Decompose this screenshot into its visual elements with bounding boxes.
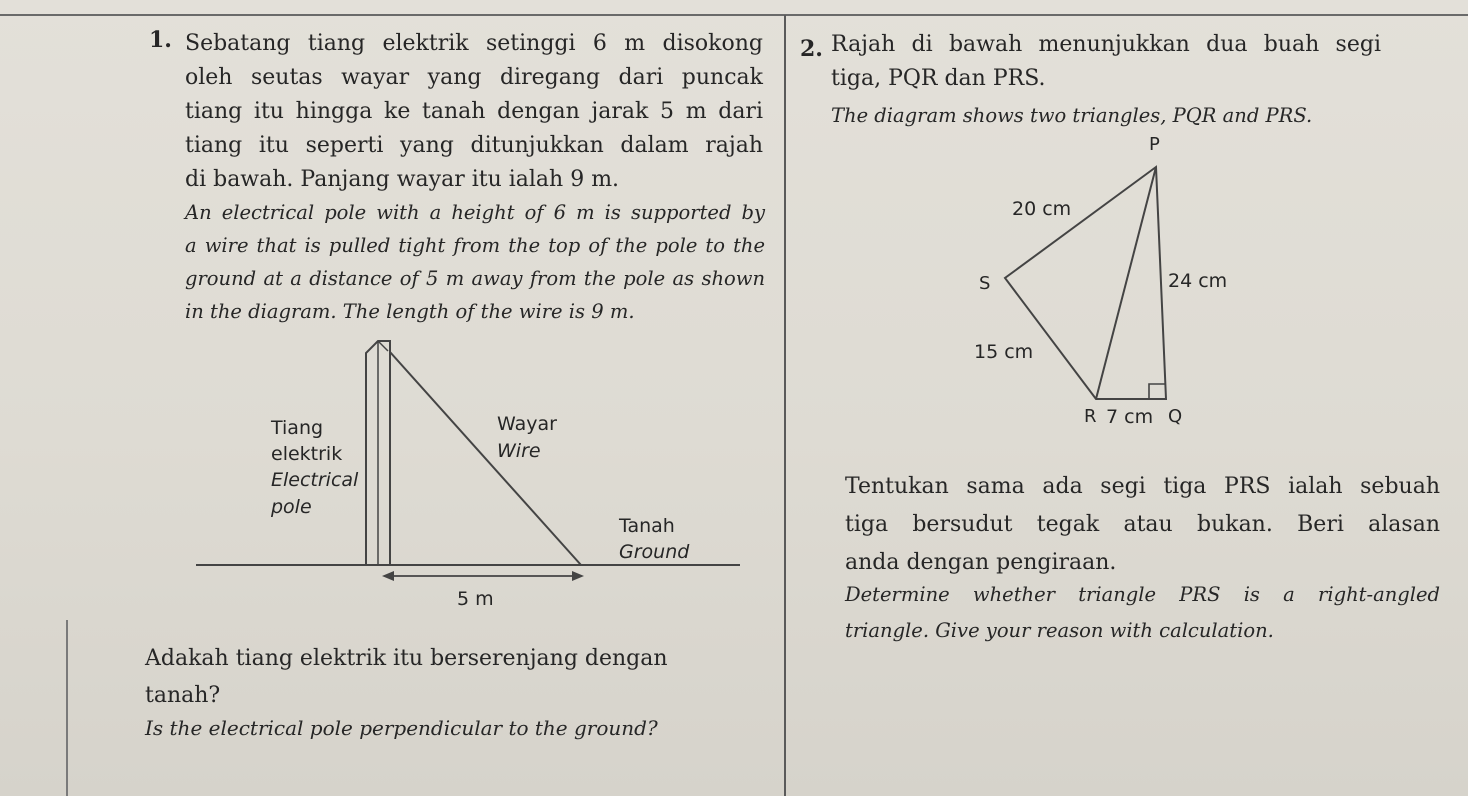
q1-english-line-1: An electrical pole with a height of 6 m is supported by — [185, 201, 765, 224]
vertex-p-label: P — [1149, 134, 1160, 155]
q1-malay-line-4: tiang itu seperti yang ditunjukkan dalam rajah — [185, 133, 763, 158]
ps-length-label: 20 cm — [1012, 198, 1072, 220]
q2-malay-line-1: Rajah di bawah menunjukkan dua buah segi — [831, 32, 1381, 57]
q2-task-malay-line-2: tiga bersudut tegak atau bukan. Beri alasan — [845, 512, 1440, 537]
pole-label-english-1: Electrical — [271, 469, 359, 491]
vertex-r-label: R — [1084, 406, 1097, 427]
q1-ask-malay-line-2: tanah? — [145, 683, 221, 708]
q2-task-english-line-1: Determine whether triangle PRS is a right-angled — [845, 583, 1440, 606]
q1-english-line-4: in the diagram. The length of the wire is 9 m. — [185, 300, 635, 323]
q1-malay-line-5: di bawah. Panjang wayar itu ialah 9 m. — [185, 167, 620, 192]
sr-length-label: 15 cm — [974, 341, 1034, 363]
question-2-task-english — [845, 577, 1440, 649]
ground-label-english: Ground — [619, 541, 690, 563]
q1-english-line-3: ground at a distance of 5 m away from the pole as shown — [185, 267, 765, 290]
q1-english-line-2: a wire that is pulled tight from the top of the pole to the — [185, 234, 765, 257]
q1-ask-malay-line-1: Adakah tiang elektrik itu berserenjang dengan — [145, 646, 668, 671]
pole-label-malay-1: Tiang — [271, 417, 324, 439]
pq-length-label: 24 cm — [1168, 270, 1228, 292]
wire-label-malay: Wayar — [497, 413, 557, 435]
ground-label-malay: Tanah — [619, 515, 675, 537]
q1-malay-line-1: Sebatang tiang elektrik setinggi 6 m disokong — [185, 31, 763, 56]
q1-malay-line-2: oleh seutas wayar yang diregang dari puncak — [185, 65, 763, 90]
question-1-ask-english: Is the electrical pole perpendicular to the ground? — [145, 716, 658, 740]
distance-label: 5 m — [457, 588, 494, 610]
rq-length-label: 7 cm — [1106, 406, 1154, 428]
pole-label-english-2: pole — [271, 496, 312, 518]
q1-malay-line-3: tiang itu hingga ke tanah dengan jarak 5 m dari — [185, 99, 763, 124]
q2-task-english-line-2: triangle. Give your reason with calculation. — [845, 619, 1274, 642]
question-1-number: 1. — [149, 27, 172, 53]
question-2-english-text: The diagram shows two triangles, PQR and PRS. — [831, 104, 1313, 127]
q2-task-malay-line-1: Tentukan sama ada segi tiga PRS ialah sebuah — [845, 474, 1440, 499]
question-2-number: 2. — [800, 36, 823, 62]
pole-label-malay-2: elektrik — [271, 443, 343, 465]
wire-label-english: Wire — [497, 440, 541, 462]
q2-task-malay-line-3: anda dengan pengiraan. — [845, 550, 1117, 575]
q2-malay-line-2: tiga, PQR dan PRS. — [831, 66, 1046, 91]
right-angle-mark — [1149, 384, 1166, 399]
vertex-s-label: S — [979, 273, 991, 294]
diagonal-pr — [1096, 167, 1156, 399]
question-2-task-malay — [845, 468, 1440, 582]
vertex-q-label: Q — [1168, 406, 1183, 427]
